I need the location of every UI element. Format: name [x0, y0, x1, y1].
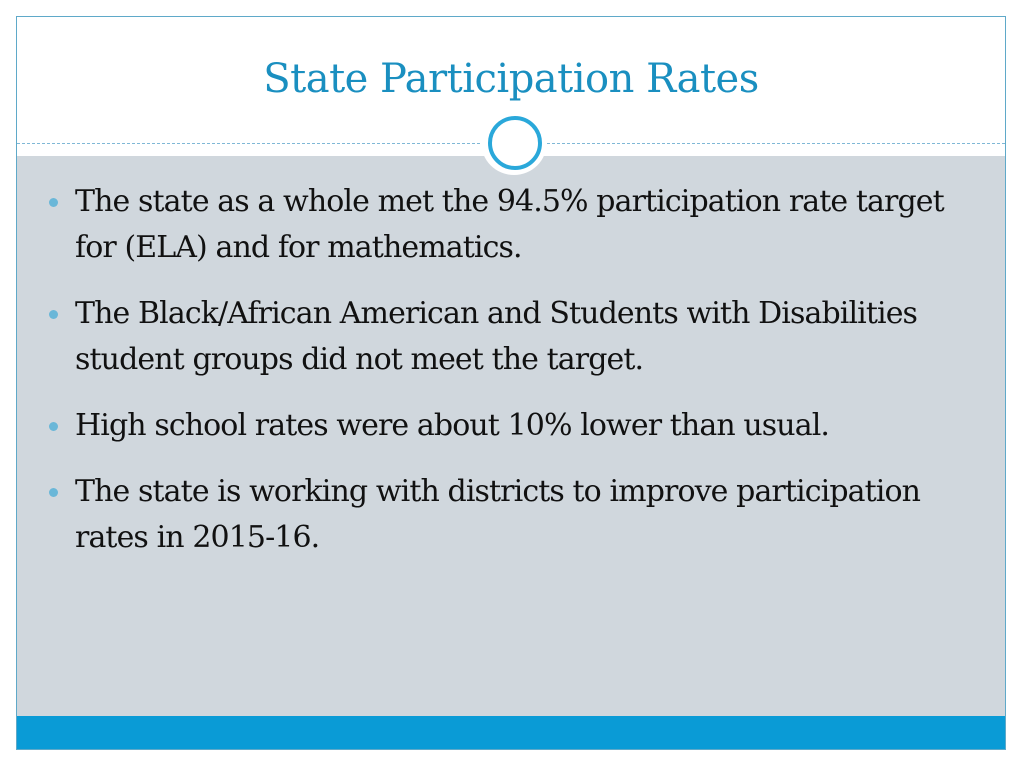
- bullet-text: The state as a whole met the 94.5% participation rate target for (ELA) and for mathematics.: [75, 184, 944, 265]
- bullet-dot-icon: [49, 310, 58, 319]
- footer-bar: [17, 716, 1005, 750]
- bullet-text: The state is working with districts to improve participation rates in 2015-16.: [75, 474, 921, 555]
- bullet-list: [47, 179, 987, 581]
- bullet-item: [47, 179, 987, 271]
- slide: [16, 16, 1006, 750]
- slide-title: State Participation Rates: [263, 56, 759, 102]
- bullet-text: High school rates were about 10% lower than usual.: [75, 408, 830, 443]
- ring-ornament-icon: [488, 116, 542, 170]
- bullet-item: [47, 291, 987, 383]
- bullet-text: The Black/African American and Students with Disabilities student groups did not meet the target.: [75, 296, 918, 377]
- bullet-dot-icon: [49, 422, 58, 431]
- bullet-item: [47, 403, 987, 449]
- bullet-dot-icon: [49, 198, 58, 207]
- bullet-item: [47, 469, 987, 561]
- bullet-dot-icon: [49, 488, 58, 497]
